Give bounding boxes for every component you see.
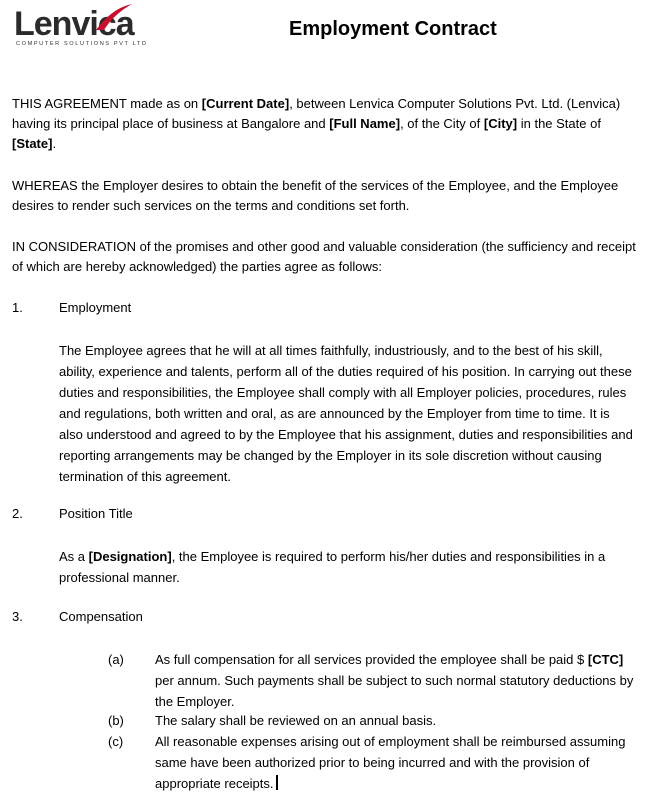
ctc-field[interactable]: [CTC]: [587, 652, 624, 667]
consideration-paragraph: IN CONSIDERATION of the promises and other good and valuable consideration (the sufficiency and receipt of which are hereby acknowledged) the parties agree as follows:: [12, 239, 636, 274]
designation-field[interactable]: [Designation]: [88, 549, 172, 564]
clause-a-text: As full compensation for all services provided the employee shall be paid $ [CTC] per annum. Such payments shall be subject to such normal statutory deductions by the Employer.: [155, 652, 634, 709]
section-3-heading: Compensation: [59, 609, 143, 624]
section-3-number: 3.: [12, 609, 23, 624]
state-field[interactable]: [State]: [12, 136, 53, 151]
whereas-paragraph: WHEREAS the Employer desires to obtain the benefit of the services of the Employee, and the Employee desires to render such services on the terms and conditions set forth.: [12, 178, 619, 213]
section-2-number: 2.: [12, 506, 23, 521]
clause-b-text: The salary shall be reviewed on an annual basis.: [155, 713, 437, 728]
clause-c-text: All reasonable expenses arising out of employment shall be reimbursed assuming same have been authorized prior to being incurred and with the provision of appropriate receipts.: [155, 734, 626, 791]
section-1-heading: Employment: [59, 300, 132, 315]
logo-wordmark: Lenvica: [14, 5, 134, 43]
document-title: Employment Contract: [289, 18, 497, 40]
section-1-number: 1.: [12, 300, 23, 315]
logo-swoosh-icon: [94, 2, 134, 32]
clause-c-label: (c): [108, 734, 124, 749]
clause-b-label: (b): [108, 713, 124, 728]
section-1-body: The Employee agrees that he will at all times faithfully, industriously, and to the best of his skill, ability, experience and talents, perform all of the duties required of his position. In carrying out these duties and responsibilities, the Employee shall comply with all Employer policies, procedures, rules and regulations, both written and oral, as are announced by the Employer from time to time. It is also understood and agreed to by the Employee that his assignment, duties and responsibilities and reporting arrangements may be changed by the Employer in its sole discretion without causing termination of this agreement.: [59, 343, 633, 484]
text-cursor: [276, 775, 278, 790]
section-2-heading: Position Title: [59, 506, 133, 521]
company-logo: [14, 4, 159, 50]
section-2-body: As a [Designation], the Employee is required to perform his/her duties and responsibilities in a professional manner.: [59, 549, 606, 585]
clause-a-label: (a): [108, 652, 124, 667]
city-field[interactable]: [City]: [483, 116, 518, 131]
intro-paragraph: THIS AGREEMENT made as on [Current Date], between Lenvica Computer Solutions Pvt. Ltd. (Lenvica) having its principal place of business at Bangalore and [Full Name], of the City of [City] in the State of [State].: [12, 96, 621, 151]
logo-tagline: COMPUTER SOLUTIONS PVT LTD: [16, 41, 148, 47]
full-name-field[interactable]: [Full Name]: [329, 116, 401, 131]
current-date-field[interactable]: [Current Date]: [201, 96, 290, 111]
